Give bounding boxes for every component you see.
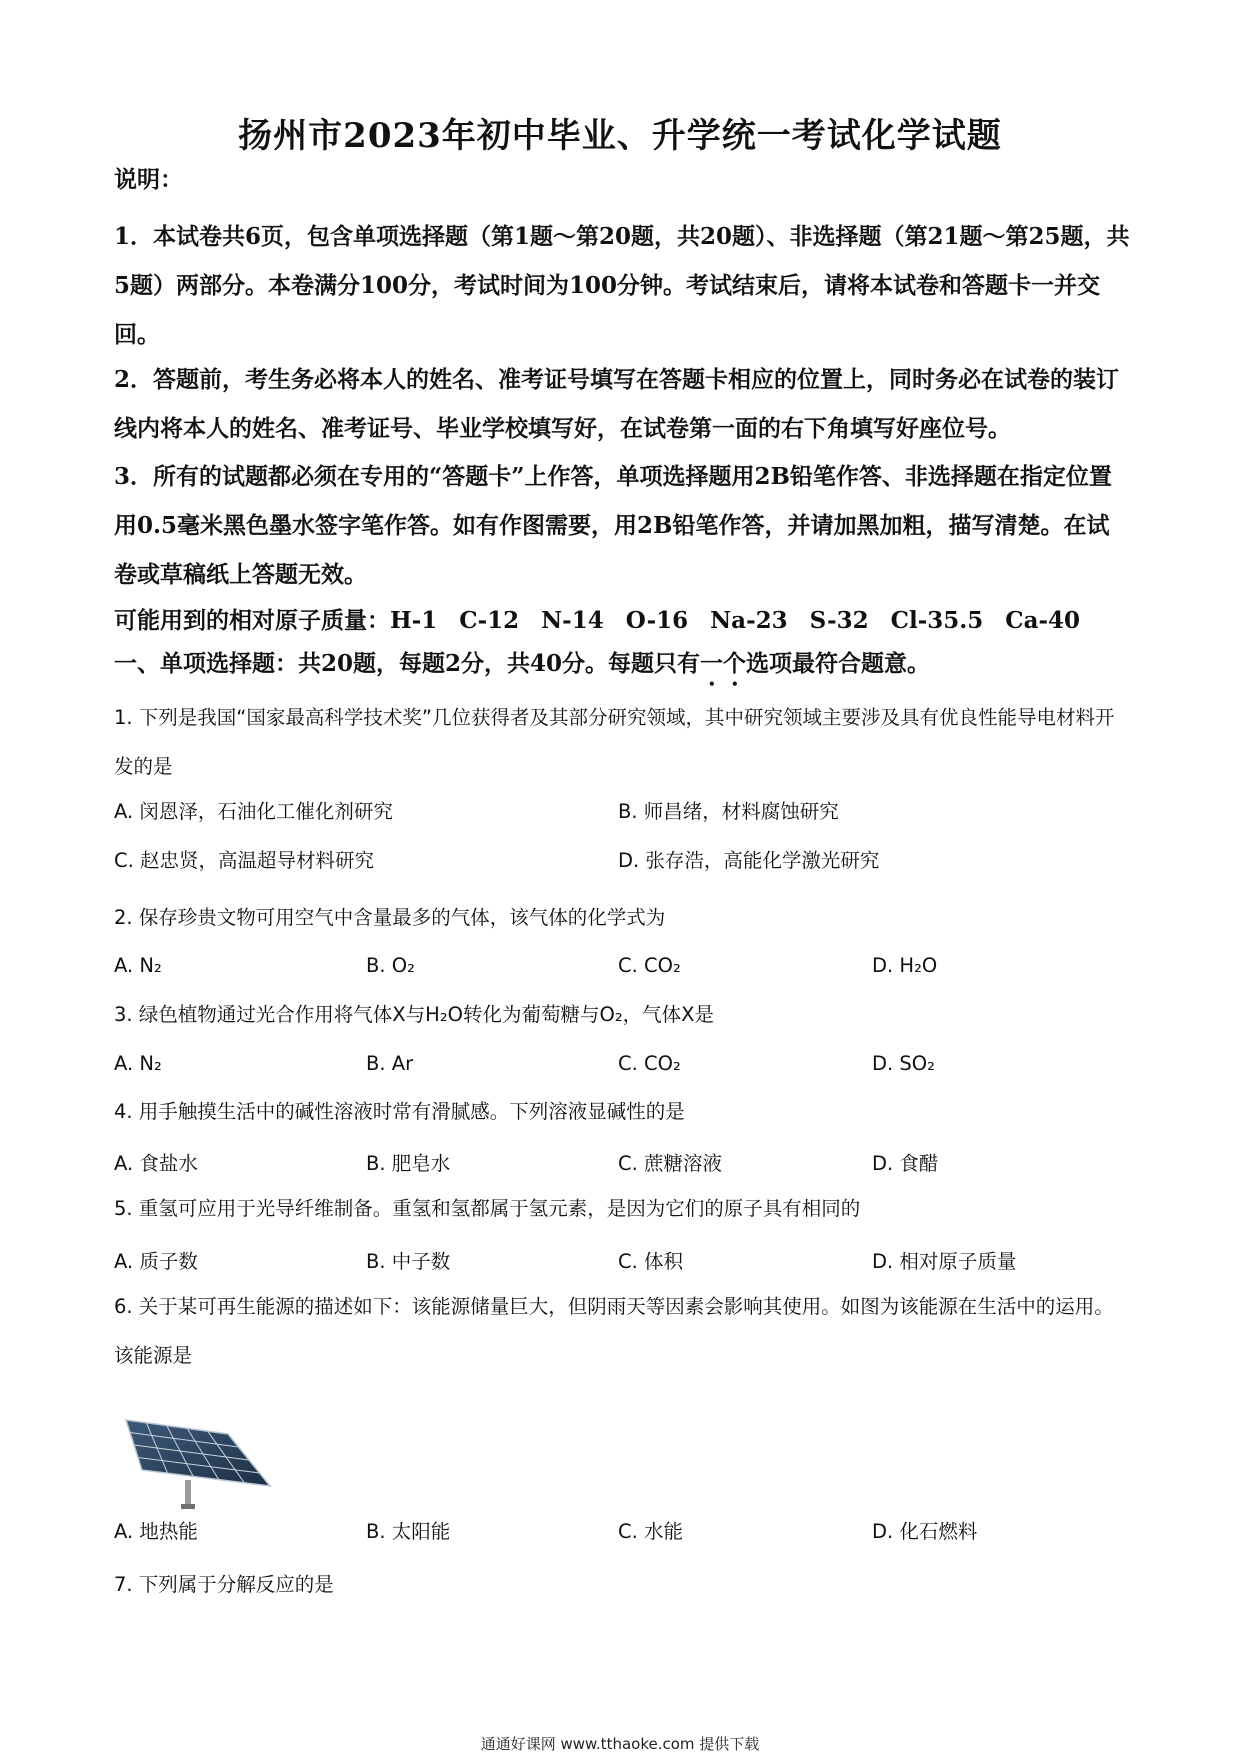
option-d: D. 化石燃料: [872, 1520, 978, 1543]
instruction-rule-3: 3．所有的试题都必须在专用的“答题卡”上作答，单项选择题用2B铅笔作答、非选择题在指定位置用0.5毫米黑色墨水签字笔作答。如有作图需要，用2B铅笔作答，并请加黑加粗，描写清楚。在试卷或草稿纸上答题无效。: [114, 463, 1112, 588]
atomic-mass-item: Ca-40: [1005, 607, 1081, 634]
option-c: C. 体积: [618, 1250, 684, 1273]
atomic-masses-label: 可能用到的相对原子质量：: [114, 607, 390, 634]
instruction-rule-2: 2．答题前，考生务必将本人的姓名、准考证号填写在答题卡相应的位置上，同时务必在试卷的装订线内将本人的姓名、准考证号、毕业学校填写好，在试卷第一面的右下角填写好座位号。: [114, 366, 1120, 442]
question-2-stem: 2. 保存珍贵文物可用空气中含量最多的气体，该气体的化学式为: [114, 906, 666, 929]
question-6-stem: 6. 关于某可再生能源的描述如下：该能源储量巨大，但阴雨天等因素会影响其使用。如图为该能源在生活中的运用。该能源是: [114, 1295, 1114, 1367]
option-d: D. 张存浩，高能化学激光研究: [618, 849, 880, 872]
option-c: C. 赵忠贤，高温超导材料研究: [114, 849, 375, 872]
atomic-mass-item: N-14: [541, 607, 604, 634]
option-c: C. 蔗糖溶液: [618, 1152, 723, 1175]
option-a: A. N₂: [114, 1052, 162, 1075]
page-title: 扬州市2023年初中毕业、升学统一考试化学试题: [238, 116, 1002, 156]
option-b: B. Ar: [366, 1052, 414, 1075]
atomic-masses: [114, 602, 1130, 635]
option-c: C. CO₂: [618, 1052, 681, 1075]
option-a: A. 地热能: [114, 1520, 198, 1543]
atomic-mass-item: O-16: [625, 607, 689, 634]
option-b: B. 太阳能: [366, 1520, 451, 1543]
atomic-mass-item: Na-23: [710, 607, 788, 634]
atomic-mass-item: S-32: [809, 607, 869, 634]
option-d: D. SO₂: [872, 1052, 935, 1075]
question-3-stem: 3. 绿色植物通过光合作用将气体X与H₂O转化为葡萄糖与O₂，气体X是: [114, 1003, 715, 1026]
instruction-rule-1: 1．本试卷共6页，包含单项选择题（第1题～第20题，共20题）、非选择题（第21题～第25题，共5题）两部分。本卷满分100分，考试时间为100分钟。考试结束后，请将本试卷和答题卡一并交回。: [114, 223, 1130, 348]
atomic-mass-item: H-1: [390, 607, 438, 634]
atomic-mass-item: C-12: [459, 607, 520, 634]
option-b: B. 中子数: [366, 1250, 451, 1273]
option-b: B. 师昌绪，材料腐蚀研究: [618, 800, 839, 823]
section-heading-suffix: 选项最符合题意。: [746, 650, 931, 677]
option-c: C. 水能: [618, 1520, 684, 1543]
question-5-stem: 5. 重氢可应用于光导纤维制备。重氢和氢都属于氢元素，是因为它们的原子具有相同的: [114, 1197, 861, 1220]
option-d: D. 相对原子质量: [872, 1250, 1017, 1273]
question-1-options-row1: [114, 796, 1130, 836]
option-a: A. 闵恩泽，石油化工催化剂研究: [114, 800, 393, 823]
question-2-options: [114, 954, 1130, 994]
option-a: A. 质子数: [114, 1250, 198, 1273]
question-6-options: [114, 1516, 1130, 1556]
solar-panel-image: [124, 1418, 272, 1510]
option-d: D. H₂O: [872, 954, 938, 977]
question-3-options: [114, 1052, 1130, 1092]
section-heading-prefix: 一、单项选择题：共20题，每题2分，共40分。每题只有: [114, 650, 701, 677]
question-4-options: [114, 1148, 1130, 1188]
section-heading: [114, 645, 1130, 691]
question-5-options: [114, 1246, 1130, 1286]
page-footer: 通通好课网 www.tthaoke.com 提供下载: [480, 1735, 760, 1753]
question-1-stem: 1. 下列是我国“国家最高科学技术奖”几位获得者及其部分研究领域，其中研究领域主要涉及具有优良性能导电材料开发的是: [114, 706, 1115, 778]
question-1-options-row2: [114, 845, 1130, 885]
option-b: B. O₂: [366, 954, 415, 977]
question-4-stem: 4. 用手触摸生活中的碱性溶液时常有滑腻感。下列溶液显碱性的是: [114, 1100, 685, 1123]
option-b: B. 肥皂水: [366, 1152, 451, 1175]
option-c: C. CO₂: [618, 954, 681, 977]
instructions-heading: 说明：: [114, 166, 183, 193]
question-7-stem: 7. 下列属于分解反应的是: [114, 1573, 334, 1596]
option-a: A. 食盐水: [114, 1152, 198, 1175]
atomic-mass-item: Cl-35.5: [890, 607, 984, 634]
option-a: A. N₂: [114, 954, 162, 977]
option-d: D. 食醋: [872, 1152, 939, 1175]
section-heading-emphasis: 一个: [700, 650, 747, 677]
